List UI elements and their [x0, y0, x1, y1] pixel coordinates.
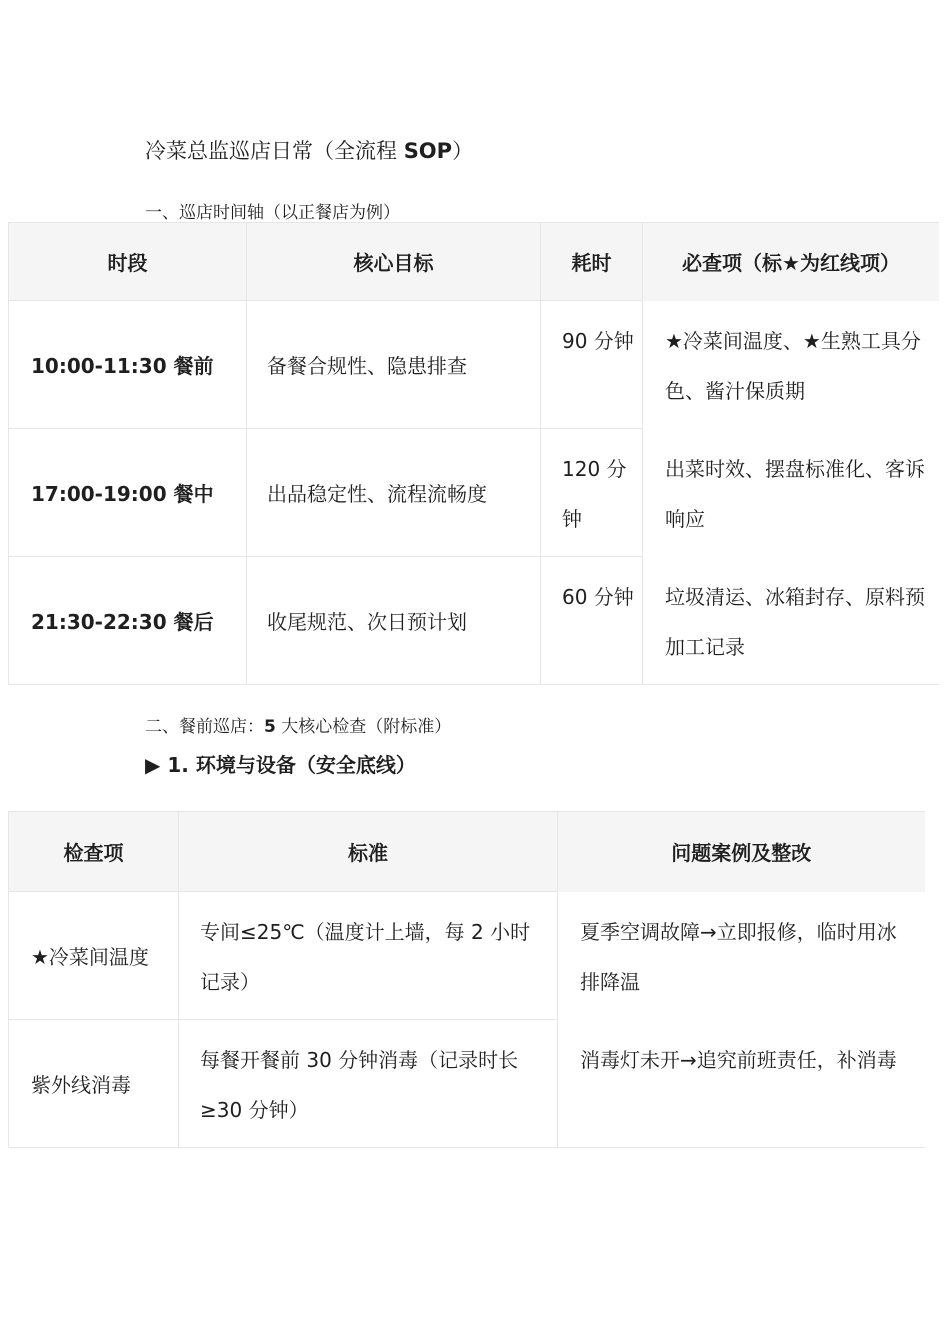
goal-cell: 出品稳定性、流程流畅度	[247, 429, 541, 557]
header-item: 检查项	[9, 812, 179, 892]
section-heading-preshift: 二、餐前巡店：5 大核心检查（附标准）	[145, 717, 452, 737]
section-heading-timeline: 一、巡店时间轴（以正餐店为例）	[145, 203, 400, 223]
check-cell: 出菜时效、摆盘标准化、客诉响应	[665, 456, 925, 531]
check-cell: ★冷菜间温度、★生熟工具分色、酱汁保质期	[665, 328, 921, 403]
item-cell: 紫外线消毒	[9, 1020, 179, 1148]
header-goal: 核心目标	[247, 223, 541, 301]
period-cell: 10:00-11:30 餐前	[9, 301, 247, 429]
table-row	[9, 557, 940, 685]
standard-cell: 每餐开餐前 30 分钟消毒（记录时长≥30 分钟）	[179, 1020, 558, 1148]
subsection-heading-environment: ▶ 1. 环境与设备（安全底线）	[145, 753, 416, 777]
case-cell: 消毒灯未开→追究前班责任，补消毒	[558, 1020, 925, 1148]
header-time: 耗时	[541, 223, 643, 301]
environment-check-table	[8, 811, 925, 1148]
header-case: 问题案例及整改	[558, 812, 925, 892]
table-row	[9, 429, 940, 557]
goal-cell: 备餐合规性、隐患排查	[247, 301, 541, 429]
case-cell: 夏季空调故障→立即报修，临时用冰排降温	[580, 919, 897, 994]
period-cell: 21:30-22:30 餐后	[9, 557, 247, 685]
time-cell: 120 分钟	[541, 429, 643, 557]
standard-cell: 专间≤25℃（温度计上墙，每 2 小时记录）	[179, 892, 558, 1020]
header-check: 必查项（标★为红线项）	[643, 223, 940, 301]
table-header-row	[9, 812, 925, 892]
item-cell: ★冷菜间温度	[9, 892, 179, 1020]
table-row	[9, 301, 940, 429]
goal-cell: 收尾规范、次日预计划	[247, 557, 541, 685]
header-period: 时段	[9, 223, 247, 301]
header-standard: 标准	[179, 812, 558, 892]
table-row	[9, 1020, 925, 1148]
check-cell: 垃圾清运、冰箱封存、原料预加工记录	[643, 557, 940, 685]
timeline-table	[8, 222, 939, 685]
period-cell: 17:00-19:00 餐中	[9, 429, 247, 557]
time-cell: 60 分钟	[541, 557, 643, 685]
page-title: 冷菜总监巡店日常（全流程 SOP）	[145, 139, 474, 163]
time-cell: 90 分钟	[541, 301, 643, 429]
table-row	[9, 892, 925, 1020]
table-header-row	[9, 223, 940, 301]
